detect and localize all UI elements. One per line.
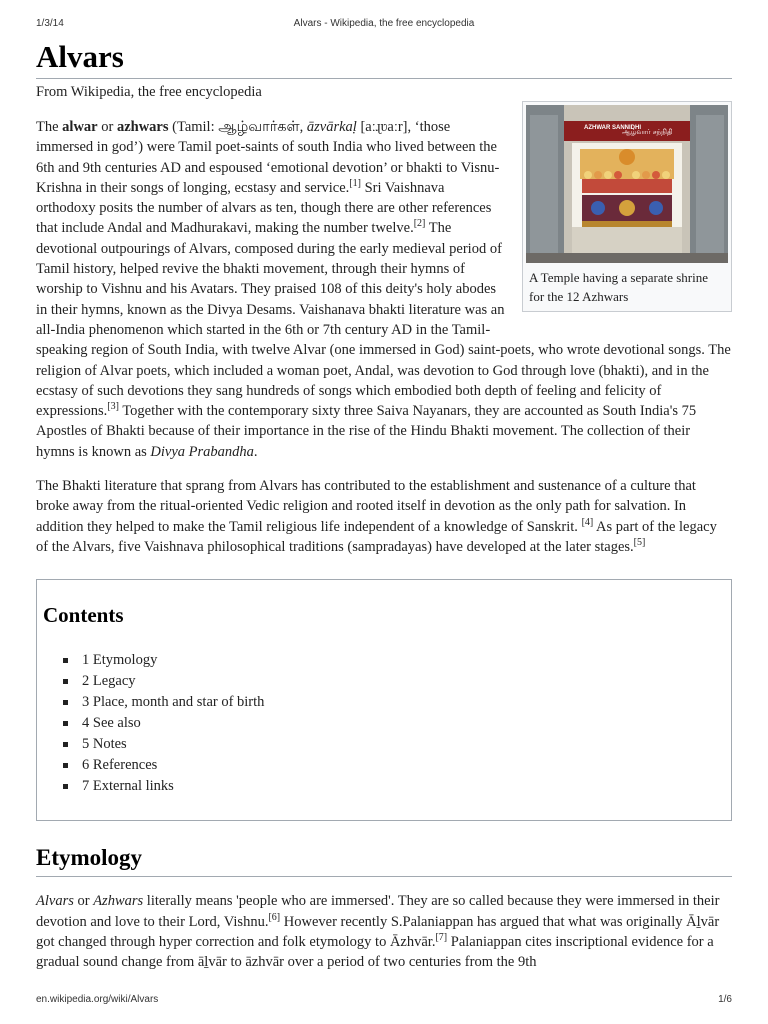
toc-link-place-month-star[interactable]: 3 Place, month and star of birth bbox=[82, 694, 265, 711]
print-footer bbox=[36, 994, 732, 1008]
section-heading-etymology: Etymology bbox=[36, 843, 732, 877]
site-tagline: From Wikipedia, the free encyclopedia bbox=[36, 84, 262, 100]
toc-item[interactable] bbox=[61, 713, 725, 734]
citation-5[interactable]: [5] bbox=[633, 537, 646, 549]
toc-link-etymology[interactable]: 1 Etymology bbox=[82, 652, 158, 669]
transliteration: āzvārkaḷ bbox=[306, 119, 357, 135]
toc-item[interactable] bbox=[61, 650, 725, 671]
toc-title: Contents bbox=[43, 603, 124, 628]
etymology-paragraph: Alvars or Azhwars literally means 'people who are immersed'. They are so called because they were immersed in their devotion and love to their Lord, Vishnu.[6] However recently S.Palaniappan has argued that what was originally Āḻvār got changed through hyper correction and folk etymology to Āzhvār.[7] Palaniappan cites inscriptional evidence for a gradual sound change from āḻvār to āzhvār over a period of two centuries from the 9th bbox=[36, 893, 720, 971]
toc-item[interactable] bbox=[61, 692, 725, 713]
toc-link-external-links[interactable]: 7 External links bbox=[82, 778, 174, 795]
figure-thumbnail bbox=[522, 101, 732, 312]
sign-text-right: ஆழ்வார் சந்நிதி bbox=[622, 128, 673, 136]
article-content bbox=[36, 40, 732, 972]
toc-link-notes[interactable]: 5 Notes bbox=[82, 736, 127, 753]
sign-text-left: AZHWAR SANNIDHI bbox=[584, 125, 641, 131]
temple-shrine-image[interactable] bbox=[526, 105, 728, 263]
toc-link-references[interactable]: 6 References bbox=[82, 757, 158, 774]
page-title: Alvars bbox=[36, 40, 732, 79]
toc-item[interactable] bbox=[61, 776, 725, 797]
toc-item[interactable] bbox=[61, 755, 725, 776]
print-date: 1/3/14 bbox=[36, 18, 64, 29]
print-header bbox=[36, 18, 732, 32]
citation-4[interactable]: [4] bbox=[581, 516, 594, 528]
table-of-contents bbox=[36, 579, 732, 821]
divya-prabandha-term: Divya Prabandha bbox=[150, 443, 254, 460]
figure-caption: A Temple having a separate shrine for the 12 Azhwars bbox=[529, 270, 708, 304]
print-page-number: 1/6 bbox=[718, 994, 732, 1005]
citation-1[interactable]: [1] bbox=[349, 178, 361, 190]
intro-paragraph: The alwar or azhwars (Tamil: ஆழ்வார்கள், āzvārkaḷ [aːɻʋaːr], ‘those immersed in god’) were Tamil poet-saints of south India who lived between the 6th and 9th centuries AD and espoused ‘emotional devotion’ or bhakti to Visnu-Krishna in their songs of longing, ecstasy and service.[1] Sri Vaishnava orthodoxy posits the number of alvars as ten, though there are other references that include Andal and Madhurakavi, making the number twelve.[2] The devotional outpourings of Alvars, composed during the early medieval period of Tamil history, helped revive the bhakti movement, through their hymns of worship to Vishnu and his Avatars. They praised 108 of this deity's holy abodes in their hymns, known as the Divya Desams. Vaishanava bhakti literature was an all-India phenomenon which started in the 6th or 7th century AD in the Tamil-speaking region of South India, with twelve Alvar (one immersed in God) saint-poets, who wrote devotional songs. The religion of Alvar poets, which included a woman poet, Andal, was devotion to God through love (bhakti), and in the ecstasy of such devotions they sang hundreds of songs which embodied both depth of feeling and felicity of expressions.[3] Together with the contemporary sixty three Saiva Nayanars, they are accounted as South India's 75 Apostles of Bhakti because of their importance in the rise of the Hindu Bhakti movement. The collection of their hymns is known as Divya Prabandha. bbox=[36, 119, 731, 460]
citation-7[interactable]: [7] bbox=[435, 932, 448, 943]
print-url: en.wikipedia.org/wiki/Alvars bbox=[36, 994, 159, 1005]
toc-item[interactable] bbox=[61, 734, 725, 755]
intro-paragraph-2: The Bhakti literature that sprang from Alvars has contributed to the establishment and sustenance of a culture that broke away from the ritual-oriented Vedic religion and rooted itself in devotion as the only path for salvation. In addition they helped to make the Tamil religious life independent of a knowledge of Sanskrit. [4] As part of the legacy of the Alvars, five Vaishnava philosophical traditions (sampradayas) have developed at the later stages.[5] bbox=[36, 478, 717, 555]
print-page-title: Alvars - Wikipedia, the free encyclopedia bbox=[293, 18, 475, 29]
citation-3[interactable]: [3] bbox=[107, 401, 119, 413]
term-azhwars: azhwars bbox=[116, 119, 169, 135]
citation-6[interactable]: [6] bbox=[268, 911, 281, 923]
toc-link-legacy[interactable]: 2 Legacy bbox=[82, 673, 136, 690]
citation-2[interactable]: [2] bbox=[413, 218, 426, 230]
toc-link-see-also[interactable]: 4 See also bbox=[82, 715, 141, 732]
toc-item[interactable] bbox=[61, 671, 725, 692]
term-alwar: alwar bbox=[62, 119, 98, 135]
